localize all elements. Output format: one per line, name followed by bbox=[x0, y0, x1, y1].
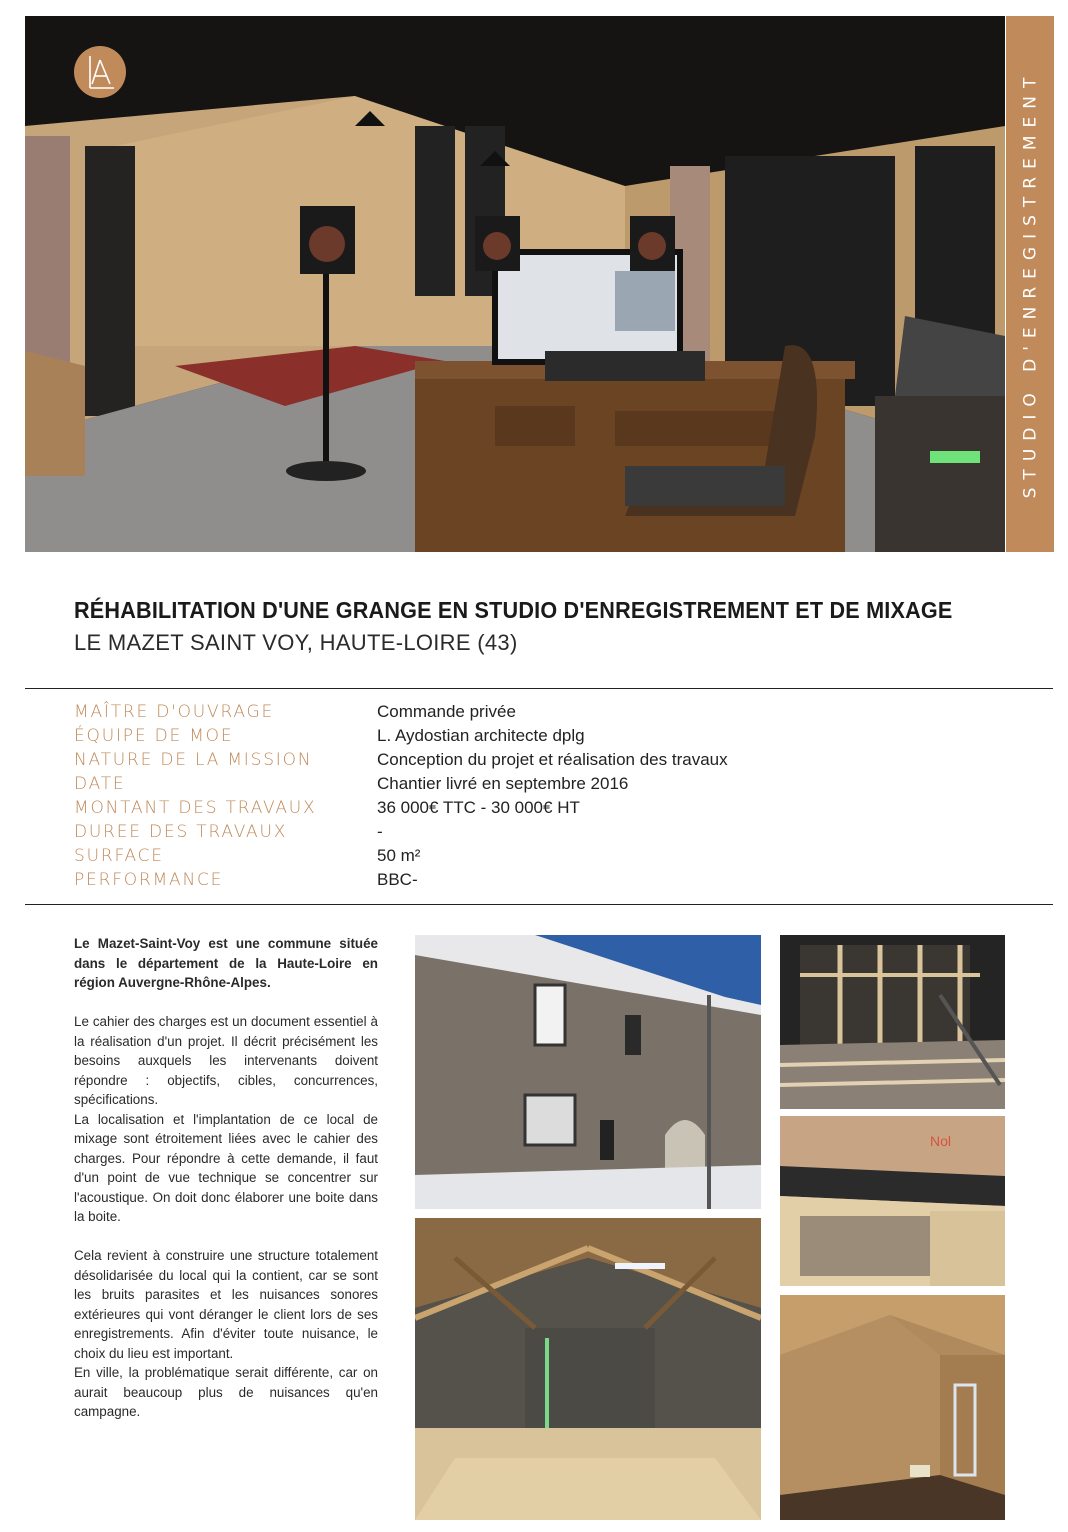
photo-osb-room bbox=[780, 1295, 1005, 1520]
description-paragraph: La localisation et l'implantation de ce local de mixage sont étroitement liées avec le cahier des charges. Pour répondre à cette demande, il faut d'un point de vue technique se concentrer sur l'acoustique. On doit donc élaborer une boite dans la boite. bbox=[74, 1111, 378, 1224]
description-text bbox=[74, 934, 378, 1441]
info-value: - bbox=[377, 822, 383, 841]
info-label: DUREE DES TRAVAUX bbox=[74, 822, 288, 842]
info-row bbox=[74, 844, 974, 868]
info-row bbox=[74, 868, 974, 892]
photo-floor-detail bbox=[780, 1116, 1005, 1286]
page-title: RÉHABILITATION D'UNE GRANGE EN STUDIO D'ENREGISTREMENT ET DE MIXAGE bbox=[74, 597, 953, 623]
description-lead: Le Mazet-Saint-Voy est une commune située dans le département de la Haute-Loire en région Auvergne-Rhône-Alpes. bbox=[74, 936, 378, 990]
info-row bbox=[74, 796, 974, 820]
info-value: L. Aydostian architecte dplg bbox=[377, 726, 585, 745]
description-paragraph: En ville, la problématique serait différente, car on aurait beaucoup plus de nuisances qu'en campagne. bbox=[74, 1365, 378, 1419]
info-label: MAÎTRE D'OUVRAGE bbox=[74, 702, 275, 722]
info-label: PERFORMANCE bbox=[74, 870, 224, 890]
description-paragraph: Le cahier des charges est un document essentiel à la réalisation d'un projet. Il décrit précisément les besoins auxquels les intervenants doivent répondre : objectifs, cibles, concurrences, spécifications. bbox=[74, 1014, 378, 1107]
page-subtitle-location: LE MAZET SAINT VOY, HAUTE-LOIRE (43) bbox=[74, 630, 518, 655]
info-row bbox=[74, 700, 974, 724]
logo-badge bbox=[74, 46, 126, 98]
photo-barn-exterior bbox=[415, 935, 761, 1209]
info-label: ÉQUIPE DE MOE bbox=[74, 726, 234, 746]
svg-text:Nol: Nol bbox=[930, 1133, 952, 1149]
info-value: BBC- bbox=[377, 870, 418, 889]
divider-bottom bbox=[25, 904, 1053, 905]
info-value: 36 000€ TTC - 30 000€ HT bbox=[377, 798, 580, 817]
hero-photo-studio bbox=[25, 16, 1005, 552]
project-info-table bbox=[74, 700, 974, 892]
info-label: SURFACE bbox=[74, 846, 164, 866]
side-category-band bbox=[1006, 16, 1054, 552]
side-category-label: STUDIO D'ENREGISTREMENT bbox=[1020, 69, 1040, 499]
info-label: DATE bbox=[74, 774, 126, 794]
photo-barn-interior bbox=[415, 1218, 761, 1520]
info-label: NATURE DE LA MISSION bbox=[74, 750, 313, 770]
description-paragraph: Cela revient à construire une structure totalement désolidarisée du local qui la contient, car se sont les bruits parasites et les nuisances sonores extérieures qui vont déranger le client lors de ses enregistrements. Afin d'éviter toute nuisance, le choix du lieu est important. bbox=[74, 1248, 378, 1361]
logo-mark-icon bbox=[74, 46, 126, 98]
divider-top bbox=[25, 688, 1053, 689]
info-row bbox=[74, 724, 974, 748]
photo-framing-structure bbox=[780, 935, 1005, 1109]
info-value: Chantier livré en septembre 2016 bbox=[377, 774, 629, 793]
info-row bbox=[74, 772, 974, 796]
info-row bbox=[74, 820, 974, 844]
info-value: Commande privée bbox=[377, 702, 516, 721]
info-value: Conception du projet et réalisation des travaux bbox=[377, 750, 728, 769]
info-row bbox=[74, 748, 974, 772]
info-value: 50 m² bbox=[377, 846, 421, 865]
info-label: MONTANT DES TRAVAUX bbox=[74, 798, 317, 818]
